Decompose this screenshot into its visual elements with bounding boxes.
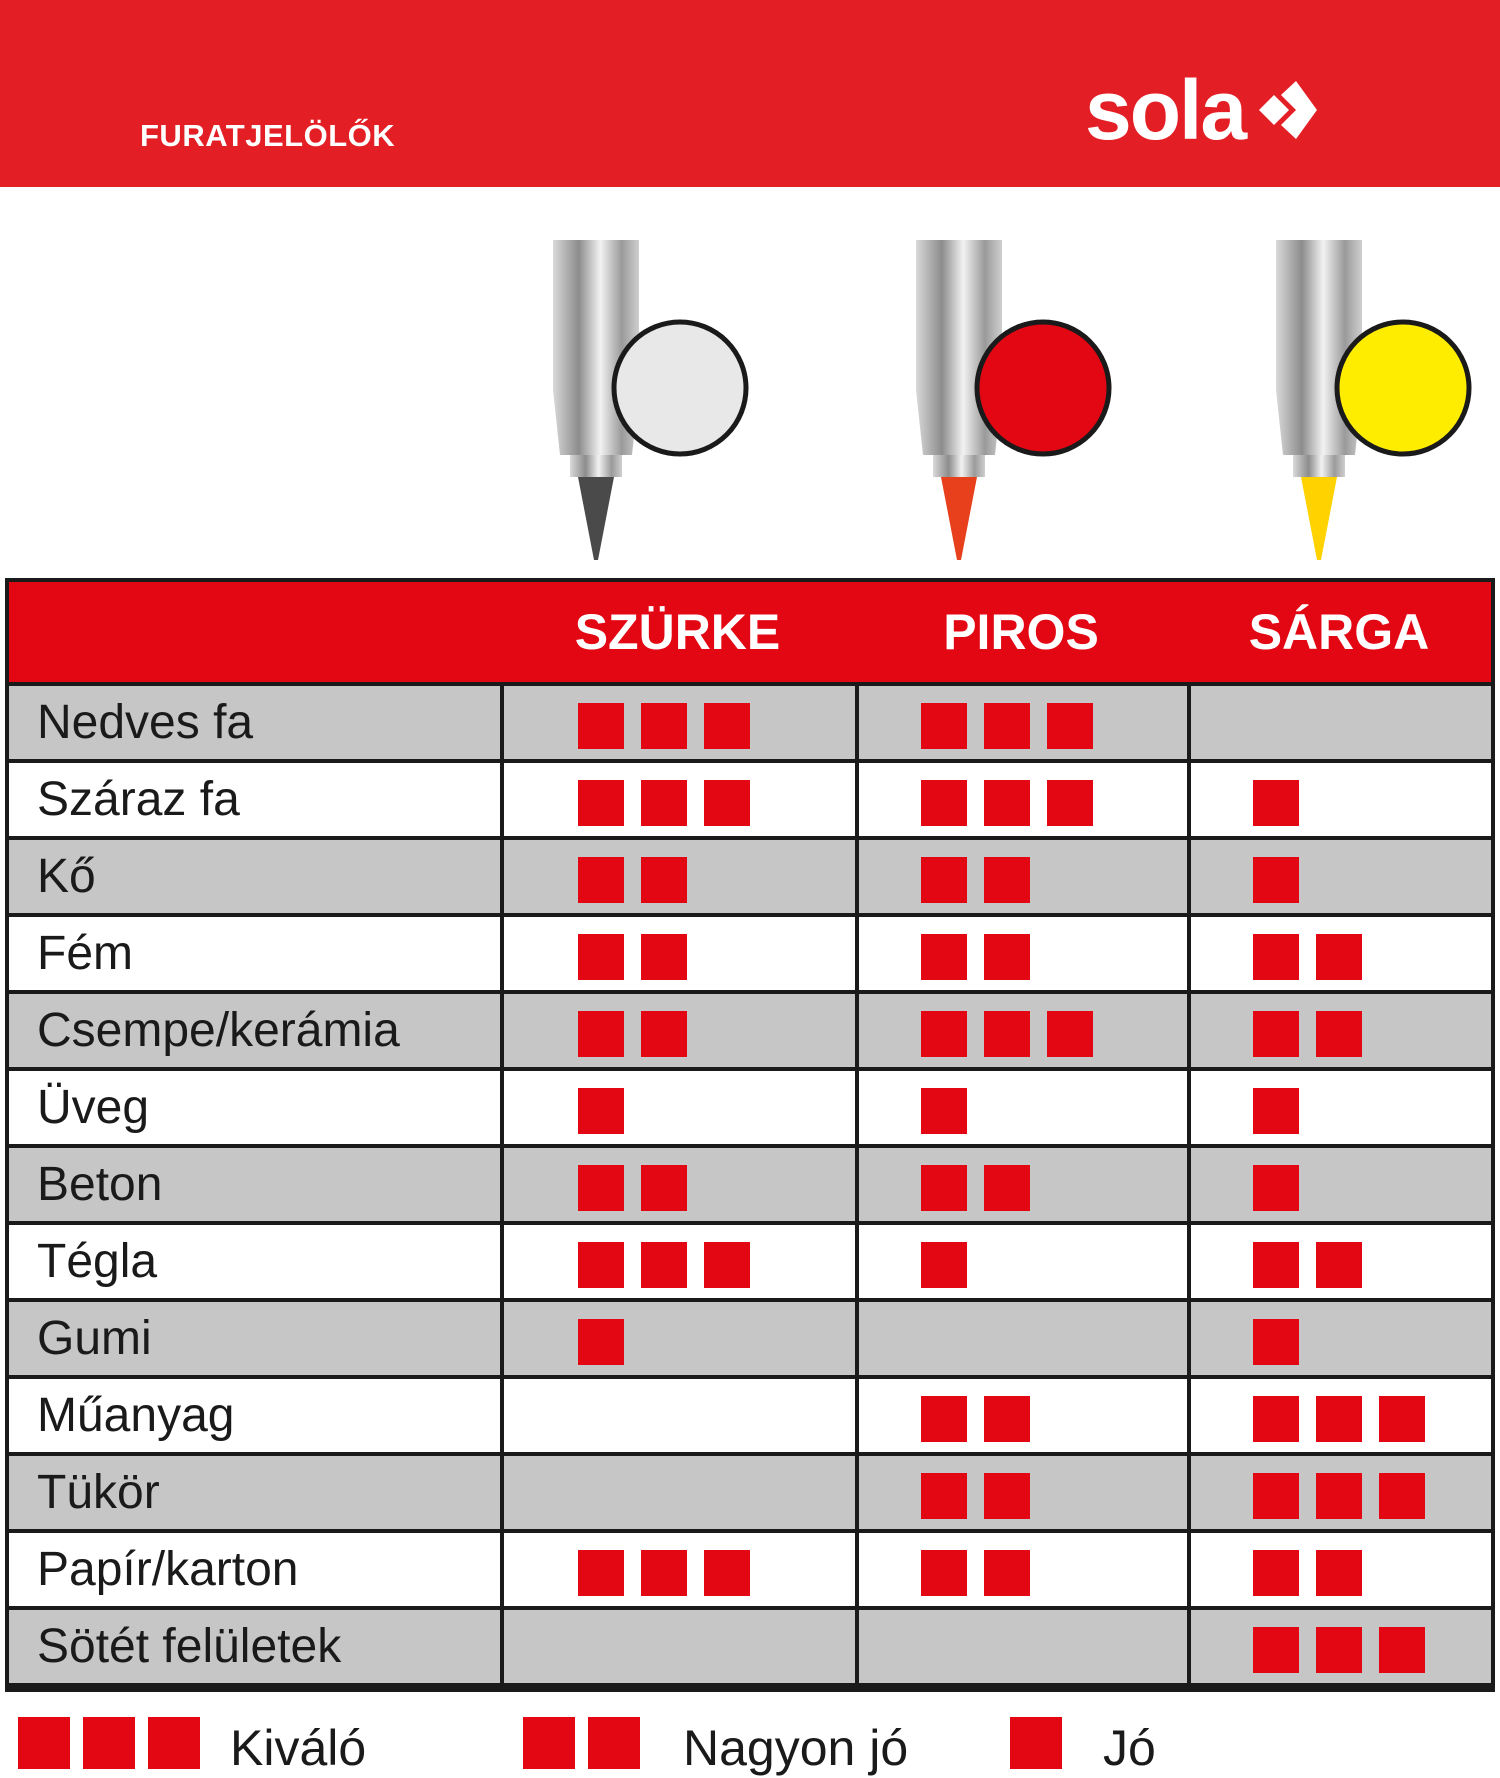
rating-squares xyxy=(578,1088,624,1134)
row-label: Gumi xyxy=(37,1312,152,1365)
rating-cell xyxy=(1187,840,1491,913)
rating-cell xyxy=(855,1610,1187,1683)
rating-square-icon xyxy=(1316,934,1362,980)
rating-square-icon xyxy=(921,1473,967,1519)
rating-cell xyxy=(1187,917,1491,990)
table-row xyxy=(9,763,1491,836)
rating-cell xyxy=(500,1533,855,1606)
legend-square-icon xyxy=(1010,1717,1062,1769)
sola-logo xyxy=(1085,63,1317,157)
column-header-sarga: SÁRGA xyxy=(1248,604,1430,660)
row-label: Sötét felületek xyxy=(37,1620,342,1673)
rating-squares xyxy=(578,1242,750,1288)
rating-square-icon xyxy=(921,703,967,749)
rating-squares xyxy=(921,857,1030,903)
table-row xyxy=(9,1225,1491,1298)
rating-cell xyxy=(500,840,855,913)
grey-pencil-icon xyxy=(540,230,760,570)
rating-square-icon xyxy=(641,857,687,903)
row-label: Műanyag xyxy=(37,1389,235,1442)
rating-square-icon xyxy=(641,1165,687,1211)
rating-square-icon xyxy=(921,1011,967,1057)
rating-square-icon xyxy=(1253,1319,1299,1365)
rating-square-icon xyxy=(578,1319,624,1365)
rating-square-icon xyxy=(1253,1627,1299,1673)
rating-squares xyxy=(921,1165,1030,1211)
rating-square-icon xyxy=(578,1088,624,1134)
rating-squares xyxy=(1253,1550,1362,1596)
rating-squares xyxy=(1253,1088,1299,1134)
rating-square-icon xyxy=(704,780,750,826)
rating-squares xyxy=(578,780,750,826)
rating-square-icon xyxy=(921,1242,967,1288)
rating-square-icon xyxy=(1253,1242,1299,1288)
rating-square-icon xyxy=(1253,1011,1299,1057)
rating-square-icon xyxy=(1253,780,1299,826)
rating-cell xyxy=(1187,994,1491,1067)
row-label: Papír/karton xyxy=(37,1543,299,1596)
rating-square-icon xyxy=(1316,1242,1362,1288)
rating-square-icon xyxy=(1253,1165,1299,1211)
rating-cell xyxy=(500,1148,855,1221)
rating-square-icon xyxy=(1316,1396,1362,1442)
legend-square-icon xyxy=(83,1717,135,1769)
rating-square-icon xyxy=(984,857,1030,903)
rating-square-icon xyxy=(1316,1550,1362,1596)
rating-cell xyxy=(1187,763,1491,836)
rating-square-icon xyxy=(704,1242,750,1288)
rating-cell xyxy=(500,1379,855,1452)
rating-cell xyxy=(855,994,1187,1067)
rating-square-icon xyxy=(984,1011,1030,1057)
legend-square-icon xyxy=(18,1717,70,1769)
rating-square-icon xyxy=(641,1011,687,1057)
rating-squares xyxy=(1253,1242,1362,1288)
rating-square-icon xyxy=(641,703,687,749)
row-label: Üveg xyxy=(37,1081,150,1134)
pencil-illustrations xyxy=(0,230,1500,570)
rating-square-icon xyxy=(1253,1088,1299,1134)
rating-cell xyxy=(855,1533,1187,1606)
rating-squares xyxy=(1253,1627,1425,1673)
logo-text: sola xyxy=(1085,63,1246,157)
rating-squares xyxy=(921,1396,1030,1442)
rating-cell xyxy=(1187,1456,1491,1529)
logo-arrow-icon xyxy=(1259,81,1317,139)
legend-label: Nagyon jó xyxy=(683,1720,909,1776)
rating-cell xyxy=(500,1610,855,1683)
table-row xyxy=(9,1302,1491,1375)
row-label: Száraz fa xyxy=(37,773,240,826)
rating-squares xyxy=(578,1011,687,1057)
rating-square-icon xyxy=(578,934,624,980)
table-row xyxy=(9,1379,1491,1452)
rating-square-icon xyxy=(578,780,624,826)
rating-square-icon xyxy=(921,934,967,980)
rating-cell xyxy=(855,1225,1187,1298)
rating-cell xyxy=(855,1302,1187,1375)
rating-square-icon xyxy=(578,1011,624,1057)
rating-cell xyxy=(855,1379,1187,1452)
rating-squares xyxy=(921,934,1030,980)
rating-square-icon xyxy=(578,1165,624,1211)
row-label: Beton xyxy=(37,1158,163,1211)
rating-cell xyxy=(500,763,855,836)
table-row xyxy=(9,1533,1491,1606)
rating-cell xyxy=(855,1071,1187,1144)
rating-squares xyxy=(578,1165,687,1211)
rating-square-icon xyxy=(1379,1627,1425,1673)
rating-square-icon xyxy=(984,1165,1030,1211)
rating-table xyxy=(5,578,1495,1692)
rating-square-icon xyxy=(704,1550,750,1596)
rating-square-icon xyxy=(984,1550,1030,1596)
rating-square-icon xyxy=(641,1550,687,1596)
column-header-szurke: SZÜRKE xyxy=(574,604,781,660)
rating-squares xyxy=(921,1088,967,1134)
rating-squares xyxy=(578,1319,624,1365)
rating-square-icon xyxy=(578,1242,624,1288)
rating-square-icon xyxy=(641,1242,687,1288)
column-header-piros: PIROS xyxy=(943,604,1099,660)
table-row xyxy=(9,1071,1491,1144)
rating-square-icon xyxy=(984,780,1030,826)
rating-square-icon xyxy=(578,857,624,903)
rating-square-icon xyxy=(1379,1396,1425,1442)
rating-square-icon xyxy=(921,780,967,826)
rating-square-icon xyxy=(984,934,1030,980)
rating-square-icon xyxy=(984,1473,1030,1519)
row-label: Tükör xyxy=(37,1466,160,1519)
rating-cell xyxy=(855,840,1187,913)
rating-squares xyxy=(578,1550,750,1596)
table-row xyxy=(9,686,1491,759)
rating-square-icon xyxy=(1047,703,1093,749)
rating-cell xyxy=(500,686,855,759)
row-label: Kő xyxy=(37,850,96,903)
rating-square-icon xyxy=(1379,1473,1425,1519)
row-label: Nedves fa xyxy=(37,696,254,749)
rating-cell xyxy=(500,1225,855,1298)
legend-square-icon xyxy=(523,1717,575,1769)
rating-squares xyxy=(1253,934,1362,980)
rating-square-icon xyxy=(1253,1473,1299,1519)
rating-cell xyxy=(855,763,1187,836)
rating-squares xyxy=(1253,1319,1299,1365)
rating-cell xyxy=(855,917,1187,990)
rating-square-icon xyxy=(704,703,750,749)
table-row xyxy=(9,1610,1491,1683)
legend xyxy=(0,1700,1500,1778)
rating-square-icon xyxy=(984,703,1030,749)
rating-cell xyxy=(1187,1302,1491,1375)
table-header xyxy=(9,582,1491,682)
rating-square-icon xyxy=(921,1550,967,1596)
rating-square-icon xyxy=(1047,780,1093,826)
table-row xyxy=(9,994,1491,1067)
legend-label: Jó xyxy=(1103,1720,1156,1776)
rating-square-icon xyxy=(641,934,687,980)
rating-cell xyxy=(500,1071,855,1144)
rating-square-icon xyxy=(921,1396,967,1442)
rating-cell xyxy=(500,1456,855,1529)
rating-squares xyxy=(921,703,1093,749)
rating-squares xyxy=(1253,780,1299,826)
rating-square-icon xyxy=(921,857,967,903)
rating-squares xyxy=(1253,1165,1299,1211)
rating-squares xyxy=(1253,1011,1362,1057)
rating-square-icon xyxy=(1316,1627,1362,1673)
rating-cell xyxy=(1187,1379,1491,1452)
row-label: Tégla xyxy=(37,1235,158,1288)
legend-square-icon xyxy=(588,1717,640,1769)
page-title: FURATJELÖLŐK xyxy=(140,118,396,153)
rating-cell xyxy=(1187,1533,1491,1606)
rating-square-icon xyxy=(1316,1473,1362,1519)
yellow-pencil-icon xyxy=(1263,230,1483,570)
rating-cell xyxy=(855,1456,1187,1529)
rating-squares xyxy=(578,934,687,980)
rating-cell xyxy=(855,1148,1187,1221)
legend-square-icon xyxy=(148,1717,200,1769)
rating-squares xyxy=(921,1473,1030,1519)
rating-cell xyxy=(500,917,855,990)
row-label: Fém xyxy=(37,927,133,980)
rating-square-icon xyxy=(1047,1011,1093,1057)
rating-square-icon xyxy=(984,1396,1030,1442)
row-label: Csempe/kerámia xyxy=(37,1004,400,1057)
rating-cell xyxy=(500,1302,855,1375)
table-row xyxy=(9,1456,1491,1529)
table-row xyxy=(9,917,1491,990)
rating-square-icon xyxy=(1253,1396,1299,1442)
rating-squares xyxy=(1253,1396,1425,1442)
red-pencil-icon xyxy=(903,230,1123,570)
table-row xyxy=(9,1148,1491,1221)
rating-cell xyxy=(1187,1610,1491,1683)
rating-squares xyxy=(578,857,687,903)
rating-cell xyxy=(1187,1148,1491,1221)
rating-cell xyxy=(1187,1225,1491,1298)
rating-square-icon xyxy=(921,1088,967,1134)
rating-cell xyxy=(1187,1071,1491,1144)
rating-squares xyxy=(578,703,750,749)
rating-square-icon xyxy=(1253,934,1299,980)
rating-square-icon xyxy=(1253,1550,1299,1596)
rating-squares xyxy=(921,1011,1093,1057)
rating-square-icon xyxy=(921,1165,967,1211)
rating-square-icon xyxy=(578,703,624,749)
rating-square-icon xyxy=(641,780,687,826)
rating-squares xyxy=(921,1550,1030,1596)
rating-square-icon xyxy=(1316,1011,1362,1057)
rating-squares xyxy=(921,1242,967,1288)
rating-square-icon xyxy=(578,1550,624,1596)
rating-squares xyxy=(921,780,1093,826)
rating-squares xyxy=(1253,857,1299,903)
rating-cell xyxy=(1187,686,1491,759)
rating-cell xyxy=(500,994,855,1067)
table-row xyxy=(9,840,1491,913)
rating-cell xyxy=(855,686,1187,759)
rating-square-icon xyxy=(1253,857,1299,903)
rating-squares xyxy=(1253,1473,1425,1519)
header-banner xyxy=(0,0,1500,187)
legend-label: Kiváló xyxy=(230,1720,367,1776)
